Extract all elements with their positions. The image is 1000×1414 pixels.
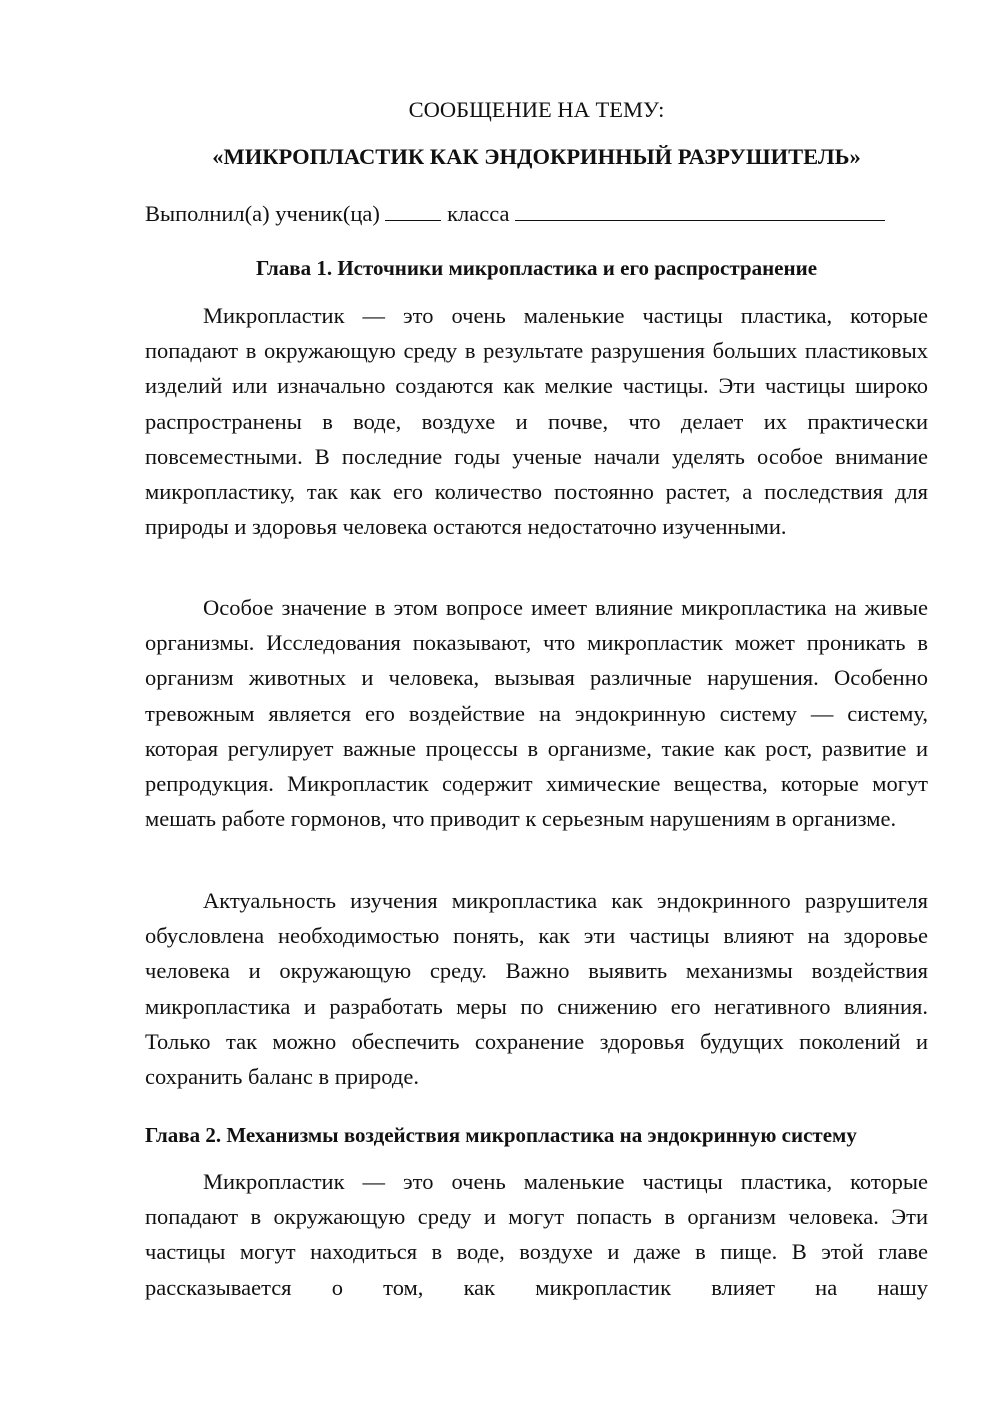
student-name-blank <box>515 198 885 221</box>
chapter-1-paragraph-1: Микропластик — это очень маленькие частицы пластика, которые попадают в окружающую среду в результате разрушения больших пластиковых изделий или изначально создаются как мелкие частицы. Эти частицы широко распространены в воде, воздухе и почве, что делает их практически повсеместными. В последние годы ученые начали уделять особое внимание микропластику, так как его количество постоянно растет, а последствия для природы и здоровья человека остаются недостаточно изученными. <box>145 303 928 540</box>
chapter-1-paragraph-3: Актуальность изучения микропластика как эндокринного разрушителя обусловлена необходимостью понять, как эти частицы влияют на здоровье человека и окружающую среду. Важно выявить механизмы воздействия микропластика и разработать меры по снижению его негативного влияния. Только так можно обеспечить сохранение здоровья будущих поколений и сохранить баланс в природе. <box>145 888 928 1090</box>
document-title-line-2: «МИКРОПЛАСТИК КАК ЭНДОКРИННЫЙ РАЗРУШИТЕЛЬ» <box>212 144 861 169</box>
document-title-line-1: СООБЩЕНИЕ НА ТЕМУ: <box>408 97 665 122</box>
class-number-blank <box>385 198 441 221</box>
chapter-1-heading: Глава 1. Источники микропластика и его распространение <box>255 256 818 280</box>
byline-performed-by: Выполнил(а) ученик(ца) <box>145 201 380 226</box>
chapter-1-paragraph-2: Особое значение в этом вопросе имеет влияние микропластика на живые организмы. Исследования показывают, что микропластик может проникать в организм животных и человека, вызывая различные нарушения. Особенно тревожным является его воздействие на эндокринную систему — систему, которая регулирует важные процессы в организме, такие как рост, развитие и репродукция. Микропластик содержит химические вещества, которые могут мешать работе гормонов, что приводит к серьезным нарушениям в организме. <box>145 595 928 832</box>
author-byline <box>145 198 928 229</box>
byline-class-word: класса <box>447 201 510 226</box>
chapter-2-heading: Глава 2. Механизмы воздействия микропластика на эндокринную систему <box>145 1123 857 1147</box>
chapter-2-paragraph-1: Микропластик — это очень маленькие частицы пластика, которые попадают в окружающую среду и могут попасть в организм человека. Эти частицы могут находиться в воде, воздухе и даже в пище. В этой главе рассказывается о том, как микропластик влияет на нашу <box>145 1169 928 1300</box>
